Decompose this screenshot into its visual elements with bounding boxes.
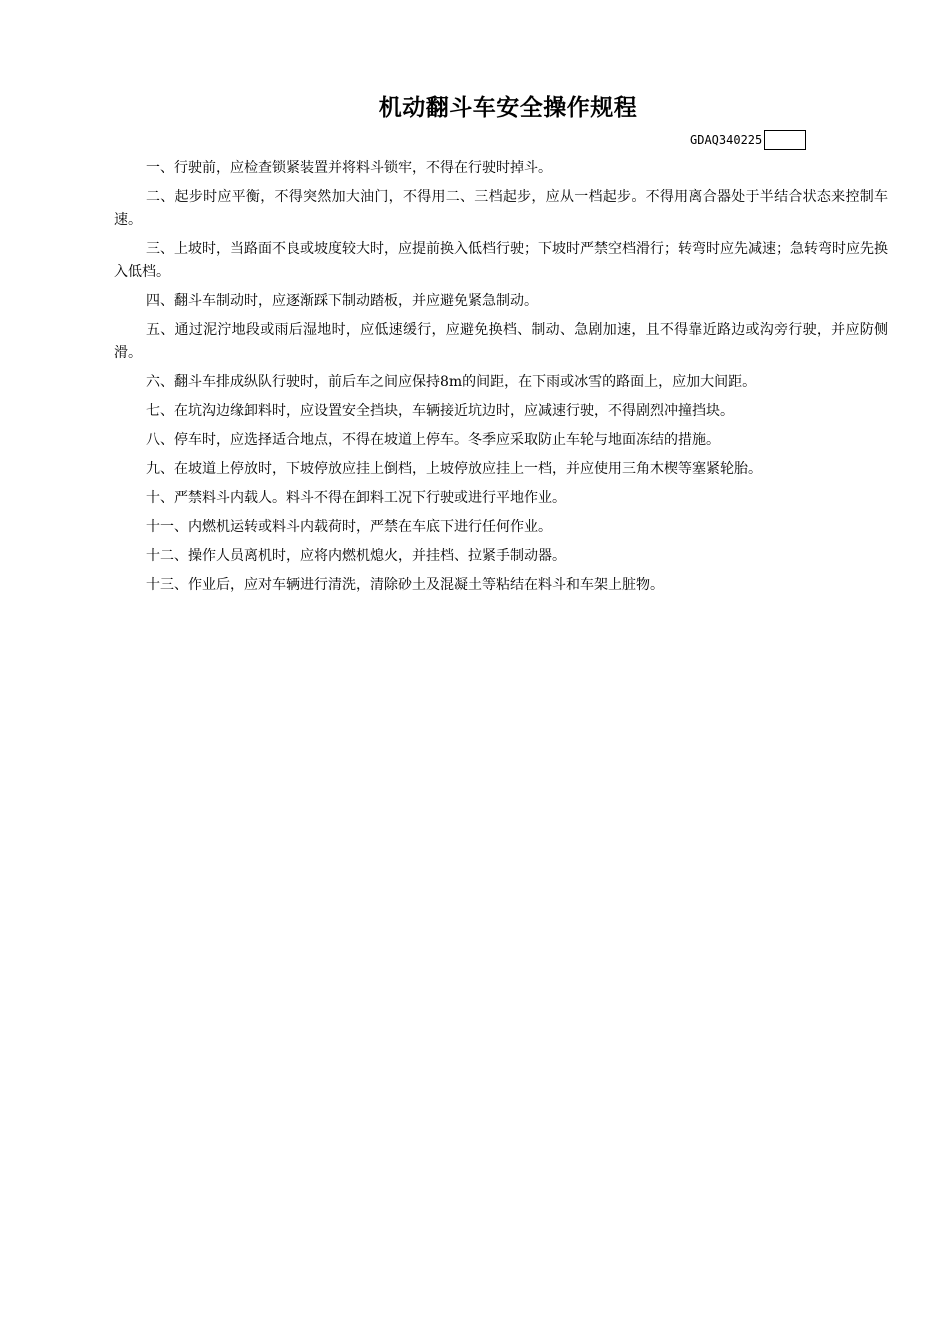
rule-paragraph-13: 十三、作业后，应对车辆进行清洗，清除砂土及混凝土等粘结在料斗和车架上脏物。 (146, 577, 664, 593)
rule-paragraph-1: 一、行驶前，应检查锁紧装置并将料斗锁牢，不得在行驶时掉斗。 (146, 160, 552, 176)
document-body (114, 157, 888, 603)
document-code-text: GDAQ340225 (690, 133, 763, 147)
rule-paragraph-8: 八、停车时，应选择适合地点，不得在坡道上停车。冬季应采取防止车轮与地面冻结的措施。 (146, 432, 720, 448)
rule-paragraph-12: 十二、操作人员离机时，应将内燃机熄火，并挂档、拉紧手制动器。 (146, 548, 566, 564)
rule-paragraph-4: 四、翻斗车制动时，应逐渐踩下制动踏板，并应避免紧急制动。 (146, 293, 538, 309)
document-title: 机动翻斗车安全操作规程 (378, 95, 638, 121)
rule-paragraph-2: 二、起步时应平衡，不得突然加大油门，不得用二、三档起步，应从一档起步。不得用离合器处于半结合状态来控制车速。 (114, 189, 888, 228)
document-code-box (764, 130, 806, 150)
rule-paragraph-9: 九、在坡道上停放时，下坡停放应挂上倒档，上坡停放应挂上一档，并应使用三角木楔等塞紧轮胎。 (146, 461, 762, 477)
rule-paragraph-5: 五、通过泥泞地段或雨后湿地时，应低速缓行，应避免换档、制动、急剧加速，且不得靠近路边或沟旁行驶，并应防侧滑。 (114, 322, 888, 361)
rule-paragraph-11: 十一、内燃机运转或料斗内载荷时，严禁在车底下进行任何作业。 (146, 519, 552, 535)
rule-paragraph-3: 三、上坡时，当路面不良或坡度较大时，应提前换入低档行驶；下坡时严禁空档滑行；转弯时应先减速；急转弯时应先换入低档。 (114, 241, 888, 280)
rule-paragraph-7: 七、在坑沟边缘卸料时，应设置安全挡块，车辆接近坑边时，应减速行驶，不得剧烈冲撞挡块。 (146, 403, 734, 419)
document-code (690, 130, 806, 150)
rule-paragraph-10: 十、严禁料斗内载人。料斗不得在卸料工况下行驶或进行平地作业。 (146, 490, 566, 506)
rule-paragraph-6: 六、翻斗车排成纵队行驶时，前后车之间应保持8m的间距，在下雨或冰雪的路面上，应加大间距。 (146, 374, 757, 390)
